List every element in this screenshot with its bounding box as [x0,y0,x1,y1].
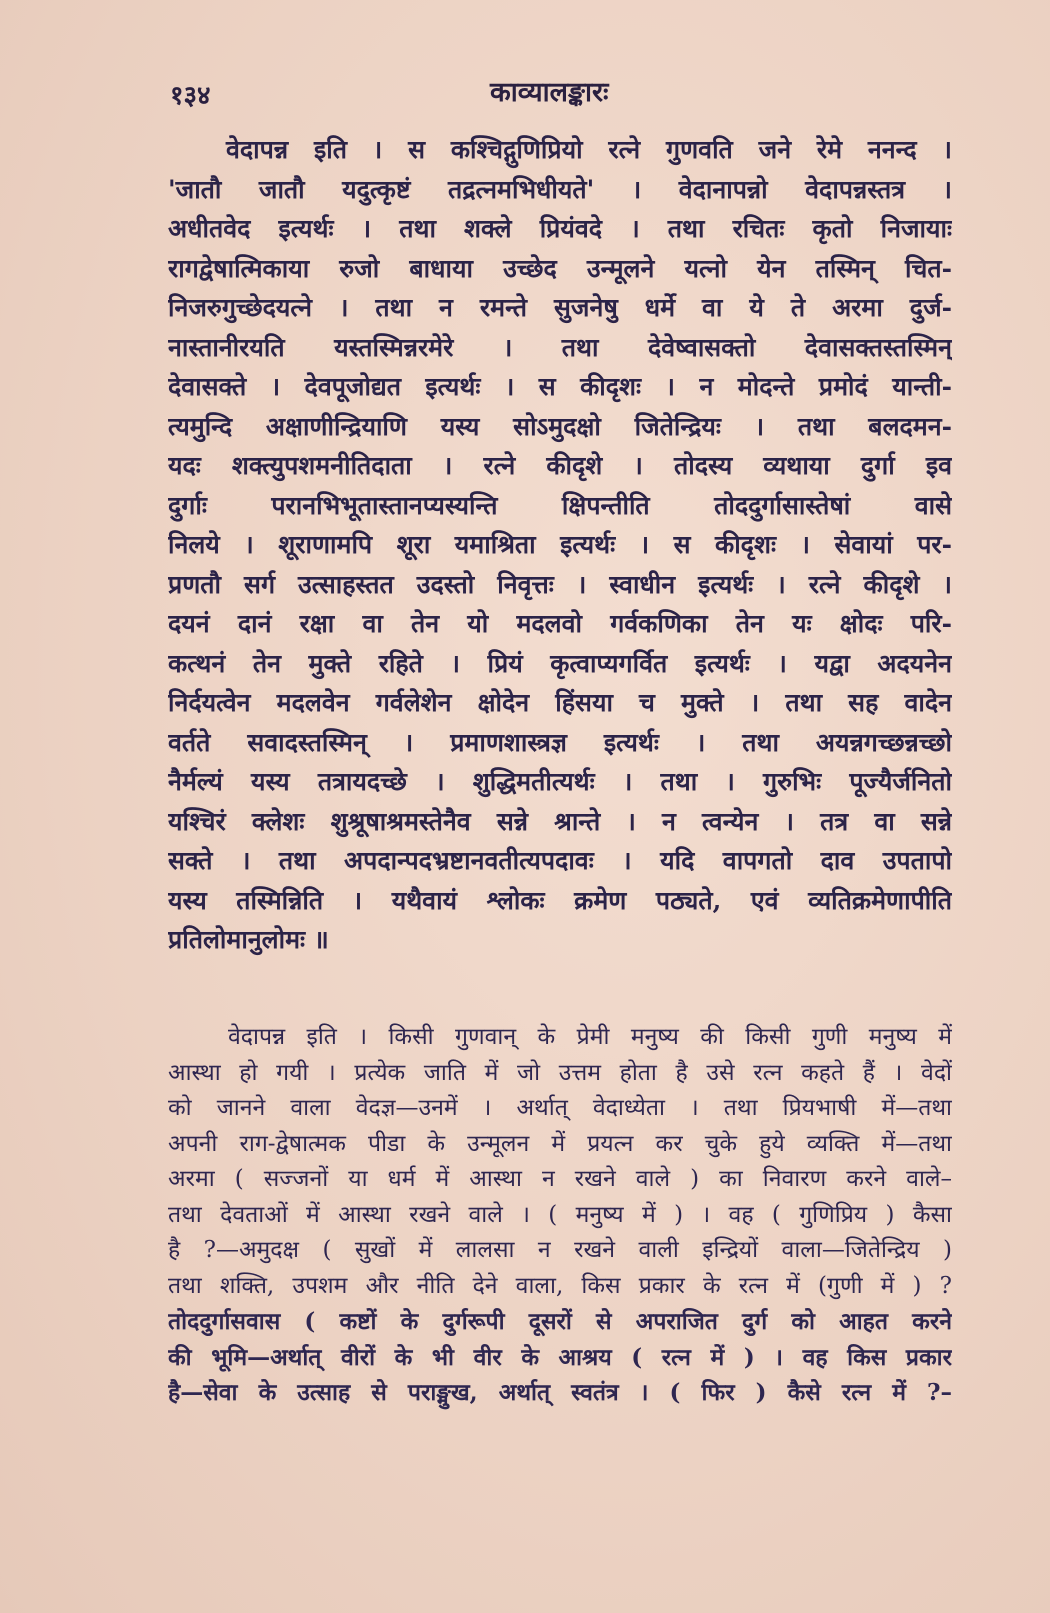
hindi-line: आस्था हो गयी । प्रत्येक जाति में जो उत्तम होता है उसे रत्न कहते हैं । वेदों [168,1059,952,1086]
sanskrit-line: दुर्गाः परानभिभूतास्तानप्यस्यन्ति क्षिपन्तीति तोददुर्गासास्तेषां वासे [168,490,952,520]
hindi-line: की भूमि—अर्थात् वीरों के भी वीर के आश्रय ( रत्न में ) । वह किस प्रकार [168,1343,952,1371]
hindi-line: है ?—अमुदक्ष ( सुखों में लालसा न रखने वाली इन्द्रियों वाला—जितेन्द्रिय ) [168,1237,952,1263]
sanskrit-line: त्यमुन्दि अक्षाणीन्द्रियाणि यस्य सोऽमुदक्षो जितेन्द्रियः । तथा बलदमन- [168,411,952,441]
sanskrit-line: नैर्मल्यं यस्य तत्रायदच्छे । शुद्धिमतीत्यर्थः । तथा । गुरुभिः पूज्यैर्जनितो [168,767,952,796]
page-number: १३४ [170,81,211,111]
running-title: काव्यालङ्कारः [490,77,609,108]
hindi-line: तथा देवताओं में आस्था रखने वाले । ( मनुष्य में ) । वह ( गुणिप्रिय ) कैसा [168,1201,952,1228]
hindi-line: है—सेवा के उत्साह से पराङ्मुख, अर्थात् स्वतंत्र । ( फिर ) कैसे रत्न में ?– [168,1379,952,1406]
sanskrit-line: नास्तानीरयति यस्तस्मिन्नरमेरे । तथा देवेष्वासक्तो देवासक्तस्तस्मिन् [168,332,952,362]
sanskrit-commentary [168,130,952,960]
hindi-line: तोददुर्गासवास ( कष्टों के दुर्गरूपी दूसरों से अपराजित दुर्ग को आहत करने [168,1308,952,1335]
sanskrit-line: प्रतिलोमानुलोमः ॥ [168,925,329,954]
hindi-translation [168,1020,952,1411]
sanskrit-line: निजरुगुच्छेदयत्ने । तथा न रमन्ते सुजनेषु धर्मे वा ये ते अरमा दुर्ज- [168,293,952,322]
sanskrit-line: यश्चिरं क्लेशः शुश्रूषाश्रमस्तेनैव सन्ने श्रान्ते । न त्वन्येन । तत्र वा सन्ने [168,806,952,836]
sanskrit-line: अधीतवेद इत्यर्थः । तथा शक्ले प्रियंवदे । तथा रचितः कृतो निजायाः [168,214,952,243]
sanskrit-line: कत्थनं तेन मुक्ते रहिते । प्रियं कृत्वाप्यगर्वित इत्यर्थः । यद्वा अदयनेन [168,648,952,678]
sanskrit-line: यदः शक्त्युपशमनीतिदाता । रत्ने कीदृशे । तोदस्य व्यथाया दुर्गा इव [168,451,952,480]
sanskrit-line: प्रणतौ सर्ग उत्साहस्तत उदस्तो निवृत्तः । स्वाधीन इत्यर्थः । रत्ने कीदृशे । [168,569,952,599]
sanskrit-line: रागद्वेषात्मिकाया रुजो बाधाया उच्छेद उन्मूलने यत्नो येन तस्मिन् चित- [168,253,952,283]
sanskrit-line: वेदापन्न इति । स कश्चिद्गुणिप्रियो रत्ने गुणवति जने रेमे ननन्द । [226,135,952,164]
hindi-line: को जानने वाला वेदज्ञ—उनमें । अर्थात् वेदाध्येता । तथा प्रियभाषी में—तथा [168,1095,952,1121]
sanskrit-line: वर्तते सवादस्तस्मिन् । प्रमाणशास्त्रज्ञ इत्यर्थः । तथा अयन्नगच्छन्नच्छो [168,727,952,757]
sanskrit-line: 'जातौ जातौ यदुत्कृष्टं तद्रत्नमभिधीयते' । वेदानापन्नो वेदापन्नस्तत्र । [168,174,952,204]
sanskrit-line: निलये । शूराणामपि शूरा यमाश्रिता इत्यर्थः । स कीदृशः । सेवायां पर- [168,530,952,559]
sanskrit-line: देवासक्ते । देवपूजोद्यत इत्यर्थः । स कीदृशः । न मोदन्ते प्रमोदं यान्ती- [168,372,952,401]
hindi-line: अपनी राग-द्वेषात्मक पीडा के उन्मूलन में प्रयत्न कर चुके हुये व्यक्ति में—तथा [168,1130,952,1157]
sanskrit-line: निर्दयत्वेन मदलवेन गर्वलेशेन क्षोदेन हिंसया च मुक्ते । तथा सह वादेन [168,688,952,717]
sanskrit-line: सक्ते । तथा अपदान्पदभ्रष्टानवतीत्यपदावः । यदि वापगतो दाव उपतापो [168,846,952,875]
hindi-line: वेदापन्न इति । किसी गुणवान् के प्रेमी मनुष्य की किसी गुणी मनुष्य में [228,1024,952,1050]
hindi-line: तथा शक्ति, उपशम और नीति देने वाला, किस प्रकार के रत्न में (गुणी में ) ? [168,1272,952,1299]
page-header [170,72,930,116]
sanskrit-line: दयनं दानं रक्षा वा तेन यो मदलवो गर्वकणिका तेन यः क्षोदः परि- [168,609,952,638]
sanskrit-line: यस्य तस्मिन्निति । यथैवायं श्लोकः क्रमेण पठ्यते, एवं व्यतिक्रमेणापीति [168,885,952,915]
hindi-line: अरमा ( सज्जनों या धर्म में आस्था न रखने वाले ) का निवारण करने वाले– [168,1166,952,1192]
